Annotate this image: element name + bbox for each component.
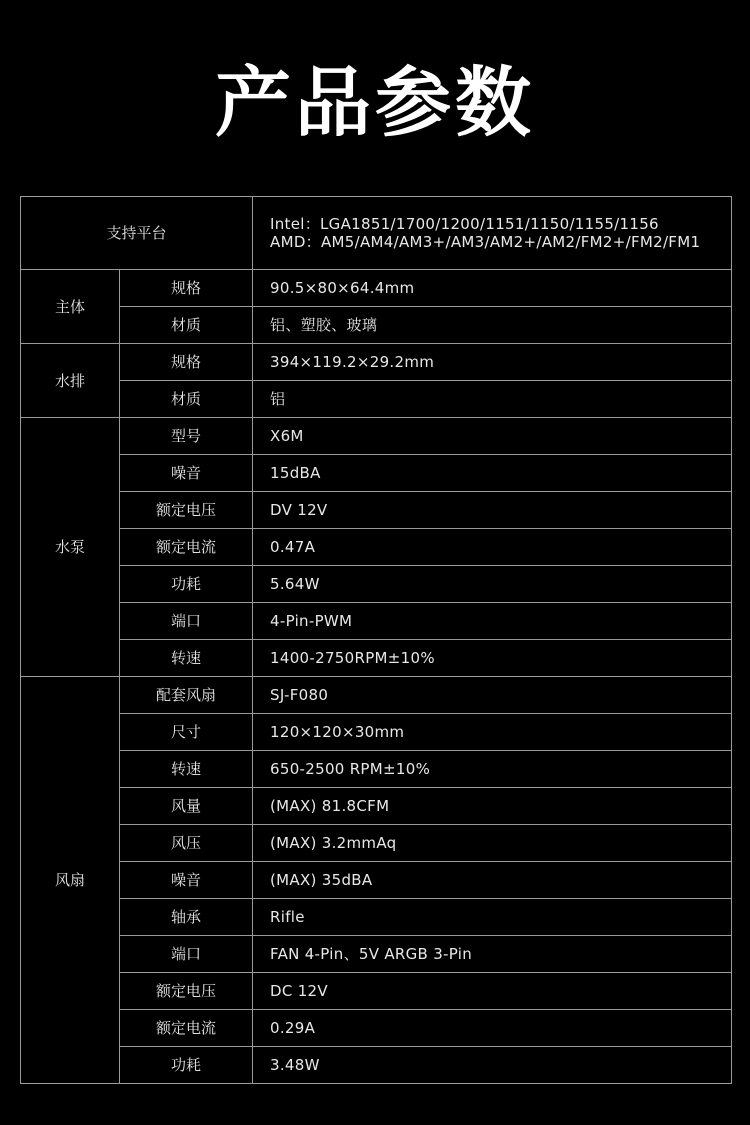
spec-label: 转速 xyxy=(120,751,253,788)
spec-label: 额定电流 xyxy=(120,1010,253,1047)
spec-value: (MAX) 81.8CFM xyxy=(253,788,732,825)
table-row xyxy=(21,307,732,344)
platform-label: 支持平台 xyxy=(21,197,253,270)
spec-label: 风压 xyxy=(120,825,253,862)
table-row xyxy=(21,936,732,973)
spec-label: 端口 xyxy=(120,936,253,973)
table-row xyxy=(21,862,732,899)
spec-label: 转速 xyxy=(120,640,253,677)
table-row xyxy=(21,492,732,529)
spec-value: 1400-2750RPM±10% xyxy=(253,640,732,677)
spec-label: 轴承 xyxy=(120,899,253,936)
table-row xyxy=(21,603,732,640)
spec-label: 材质 xyxy=(120,381,253,418)
spec-value: 4-Pin-PWM xyxy=(253,603,732,640)
spec-label: 额定电压 xyxy=(120,492,253,529)
spec-value: SJ-F080 xyxy=(253,677,732,714)
table-row xyxy=(21,677,732,714)
spec-value: X6M xyxy=(253,418,732,455)
table-row xyxy=(21,788,732,825)
group-name: 水排 xyxy=(21,344,120,418)
spec-label: 额定电流 xyxy=(120,529,253,566)
spec-label: 噪音 xyxy=(120,862,253,899)
spec-value: (MAX) 3.2mmAq xyxy=(253,825,732,862)
spec-label: 功耗 xyxy=(120,1047,253,1084)
spec-label: 配套风扇 xyxy=(120,677,253,714)
spec-label: 风量 xyxy=(120,788,253,825)
table-row xyxy=(21,899,732,936)
spec-value: 0.29A xyxy=(253,1010,732,1047)
page-title: 产品参数 xyxy=(215,58,535,147)
spec-label: 规格 xyxy=(120,344,253,381)
spec-label: 材质 xyxy=(120,307,253,344)
table-row xyxy=(21,197,732,270)
table-row xyxy=(21,640,732,677)
spec-value: (MAX) 35dBA xyxy=(253,862,732,899)
spec-label: 尺寸 xyxy=(120,714,253,751)
spec-value: DC 12V xyxy=(253,973,732,1010)
spec-label: 功耗 xyxy=(120,566,253,603)
platform-amd: AMD：AM5/AM4/AM3+/AM3/AM2+/AM2/FM2+/FM2/FM1 xyxy=(270,233,701,251)
spec-label: 噪音 xyxy=(120,455,253,492)
spec-label: 端口 xyxy=(120,603,253,640)
spec-value: 铝 xyxy=(253,381,732,418)
spec-value: FAN 4-Pin、5V ARGB 3-Pin xyxy=(253,936,732,973)
table-row xyxy=(21,418,732,455)
spec-value: 铝、塑胶、玻璃 xyxy=(253,307,732,344)
spec-label: 规格 xyxy=(120,270,253,307)
spec-value: DV 12V xyxy=(253,492,732,529)
table-row xyxy=(21,1047,732,1084)
table-row xyxy=(21,455,732,492)
group-name: 风扇 xyxy=(21,677,120,1084)
table-row xyxy=(21,381,732,418)
spec-value: 15dBA xyxy=(253,455,732,492)
table-row xyxy=(21,973,732,1010)
spec-label: 额定电压 xyxy=(120,973,253,1010)
platform-intel: Intel：LGA1851/1700/1200/1151/1150/1155/1156 xyxy=(270,215,659,233)
table-row xyxy=(21,825,732,862)
table-row xyxy=(21,529,732,566)
spec-value: 394×119.2×29.2mm xyxy=(253,344,732,381)
spec-value: 650-2500 RPM±10% xyxy=(253,751,732,788)
spec-value: 5.64W xyxy=(253,566,732,603)
table-row xyxy=(21,751,732,788)
group-name: 水泵 xyxy=(21,418,120,677)
spec-value: 3.48W xyxy=(253,1047,732,1084)
group-name: 主体 xyxy=(21,270,120,344)
spec-value: 90.5×80×64.4mm xyxy=(253,270,732,307)
spec-table xyxy=(20,196,732,1084)
spec-value: 120×120×30mm xyxy=(253,714,732,751)
spec-value: 0.47A xyxy=(253,529,732,566)
table-row xyxy=(21,1010,732,1047)
spec-label: 型号 xyxy=(120,418,253,455)
platform-value xyxy=(253,197,732,270)
spec-value: Rifle xyxy=(253,899,732,936)
table-row xyxy=(21,270,732,307)
table-row xyxy=(21,344,732,381)
table-row xyxy=(21,566,732,603)
table-row xyxy=(21,714,732,751)
